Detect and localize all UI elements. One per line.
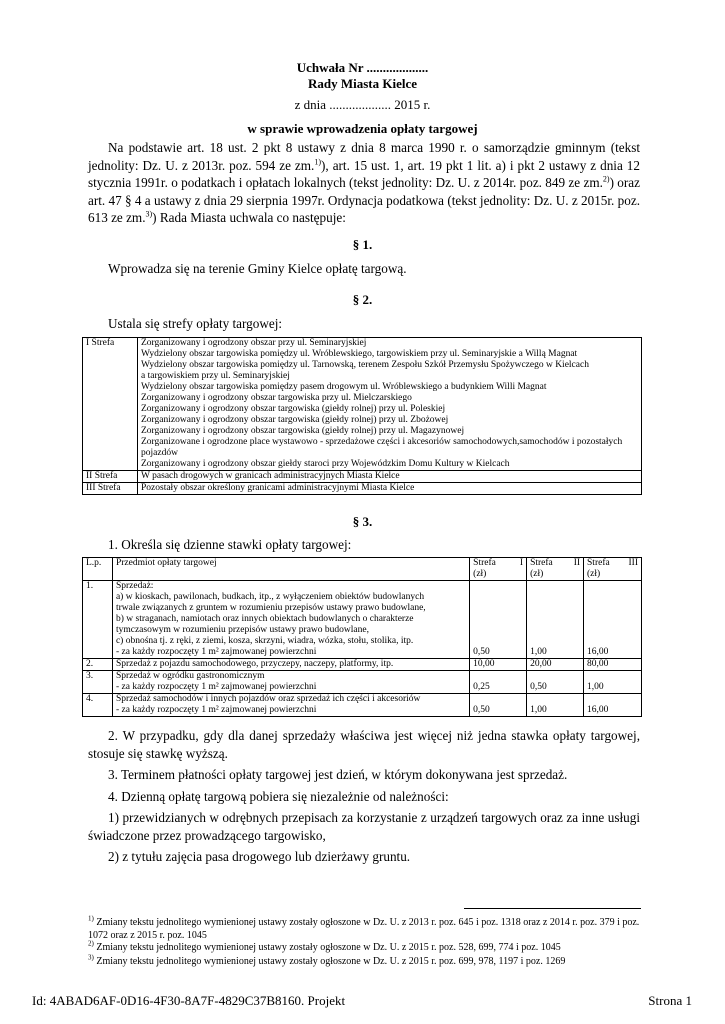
section-3-para-4: 4. Dzienną opłatę targową pobiera się niezależnie od należności: [108, 789, 449, 804]
zone-desc: W pasach drogowych w granicach administracyjnych Miasta Kielce [138, 471, 642, 483]
footnote-2: $^{2)}$ Zmiany tekstu jednolitego wymienionej ustawy zostały ogłoszone w Dz. U. z 2015 r. poz. 528, 699, 774 i poz. 1045 [88, 939, 561, 953]
table-row: 3. Sprzedaż w ogródku gastronomicznym - za każdy rozpoczęty 1 m² zajmowanej powierzchni 0,25 0,50 1,00 [83, 671, 642, 694]
footnote-ref-1: 1) [314, 157, 322, 167]
section-3-heading: § 3. [352, 514, 373, 529]
section-3-intro: 1. Określa się dzienne stawki opłaty targowej: [108, 537, 352, 552]
footnote-separator [464, 908, 641, 909]
zones-table [82, 337, 642, 495]
section-3-para-2: 2. W przypadku, gdy dla danej sprzedaży właściwa jest więcej niż jedna stawka opłaty targowej, stosuje się stawkę wyższą. [88, 728, 640, 761]
resolution-date: z dnia ................... 2015 r. [294, 97, 431, 112]
table-row: 1. Sprzedaż: a) w kioskach, pawilonach, budkach, itp., z wyłączeniem obiektów budowlanych trwale związanych z gruntem w rozumieniu przepisów ustawy prawo budowlane, b) w straganach, namiotach oraz innych obiektach budowlanych o charakterze tymczasowym w rozumieniu przepisów ustawy prawo budowlane, c) obnośna tj. z ręki, z ziemi, kosza, skrzyni, wiadra, wózka, stołu, stolika, itp. - za każdy rozpoczęty 1 m² zajmowanej powierzchni 0,50 1,00 16,00 [83, 581, 642, 659]
col-header-zone-3: Strefa III (zł) [584, 558, 642, 581]
section-1-heading: § 1. [352, 237, 373, 252]
section-3-para-4-item-1: 1) przewidzianych w odrębnych przepisach za korzystanie z urządzeń targowych oraz za inne usługi świadczone przez prowadzącego targowisko, [88, 810, 640, 843]
section-3-para-3: 3. Terminem płatności opłaty targowej jest dzień, w którym dokonywana jest sprzedaż. [108, 767, 568, 782]
section-2-intro: Ustala się strefy opłaty targowej: [108, 316, 283, 331]
footnote-ref-3: 3) [145, 209, 153, 219]
zone-name: III Strefa [83, 483, 138, 495]
table-header-row [83, 558, 642, 581]
section-3-para-4-item-2: 2) z tytułu zajęcia pasa drogowego lub dzierżawy gruntu. [108, 849, 411, 864]
zone-desc: Pozostały obszar określony granicami administracyjnymi Miasta Kielce [138, 483, 642, 495]
col-header-zone-1: Strefa I (zł) [470, 558, 527, 581]
col-header-zone-2: Strefa II (zł) [527, 558, 584, 581]
preamble: Na podstawie art. 18 ust. 2 pkt 8 ustawy z dnia 8 marca 1990 r. o samorządzie gminnym (tekst jednolity: Dz. U. z 2013r. poz. 594 ze zm.$^{1)}$), art. 15 ust. 1, art. 19 pkt 1 lit. a) i pkt 2 ustawy z dnia 12 stycznia 1991r. o podatkach i opłatach lokalnych (tekst jednolity: Dz. U. z 2014r. poz. 849 ze zm.$^{2)}$) oraz art. 47 § 4 a ustawy z dnia 29 sierpnia 1997r. Ordynacja podatkowa (tekst jednolity: Dz. U. z 2015r. poz. 613 ze zm.$^{3)}$) Rada Miasta uchwala co następuje: [88, 140, 640, 225]
resolution-title: Uchwała Nr ................... [296, 60, 429, 75]
table-row [83, 471, 642, 483]
table-row: 2. Sprzedaż z pojazdu samochodowego, przyczepy, naczepy, platformy, itp. 10,00 20,00 80,00 [83, 659, 642, 671]
zone-name: II Strefa [83, 471, 138, 483]
rates-table [82, 557, 642, 717]
footnote-1: $^{1)}$ Zmiany tekstu jednolitego wymienionej ustawy zostały ogłoszone w Dz. U. z 2013 r. poz. 645 i poz. 1318 oraz z 2014 r. poz. 379 i poz. 1072 oraz z 2015 r. poz. 1045 [88, 914, 640, 941]
table-row [83, 483, 642, 495]
document-id: Id: 4ABAD6AF-0D16-4F30-8A7F-4829C37B8160. Projekt [32, 993, 346, 1008]
table-row [83, 338, 642, 471]
footnote-3: $^{3)}$ Zmiany tekstu jednolitego wymienionej ustawy zostały ogłoszone w Dz. U. z 2015 r. poz. 699, 978, 1197 i poz. 1269 [88, 953, 566, 967]
zone-name: I Strefa [83, 338, 138, 471]
footnote-ref-2: 2) [602, 174, 610, 184]
col-header-item: Przedmiot opłaty targowej [112, 558, 469, 581]
table-row: 4. Sprzedaż samochodów i innych pojazdów oraz sprzedaż ich części i akcesoriów - za każdy rozpoczęty 1 m² zajmowanej powierzchni 0,50 1,00 16,00 [83, 694, 642, 717]
section-1-text: Wprowadza się na terenie Gminy Kielce opłatę targową. [108, 261, 407, 276]
zone-desc: Zorganizowany i ogrodzony obszar przy ul. Seminaryjskiej Wydzielony obszar targowiska pomiędzy ul. Wróblewskiego, targowiskiem przy ul. Seminaryjskie a Willą Magnat Wydzielony obszar targowiska pomiędzy ul. Tarnowską, terenem Zespołu Szkół Przemysłu Spożywczego w Kielcach a targowiskiem przy ul. Seminaryjskiej Wydzielony obszar targowiska pomiędzy pasem drogowym ul. Wróblewskiego a budynkiem Willi Magnat Zorganizowany i ogrodzony obszar targowiska przy ul. Mielczarskiego Zorganizowany i ogrodzony obszar targowiska (giełdy rolnej) przy ul. Poleskiej Zorganizowany i ogrodzony obszar targowiska (giełdy rolnej) przy ul. Zbożowej Zorganizowany i ogrodzony obszar targowiska (giełdy rolnej) przy ul. Magazynowej Zorganizowane i ogrodzone place wystawowo - sprzedażowe części i akcesoriów samochodowych,samochodów i pozostałych pojazdów Zorganizowany i ogrodzony obszar giełdy staroci przy Wojewódzkim Domu Kultury w Kielcach [138, 338, 642, 471]
col-header-lp: L.p. [83, 558, 113, 581]
council-name: Rady Miasta Kielce [307, 76, 418, 91]
section-2-heading: § 2. [352, 292, 373, 307]
page-number: Strona 1 [648, 993, 692, 1008]
resolution-subject: w sprawie wprowadzenia opłaty targowej [247, 121, 478, 136]
